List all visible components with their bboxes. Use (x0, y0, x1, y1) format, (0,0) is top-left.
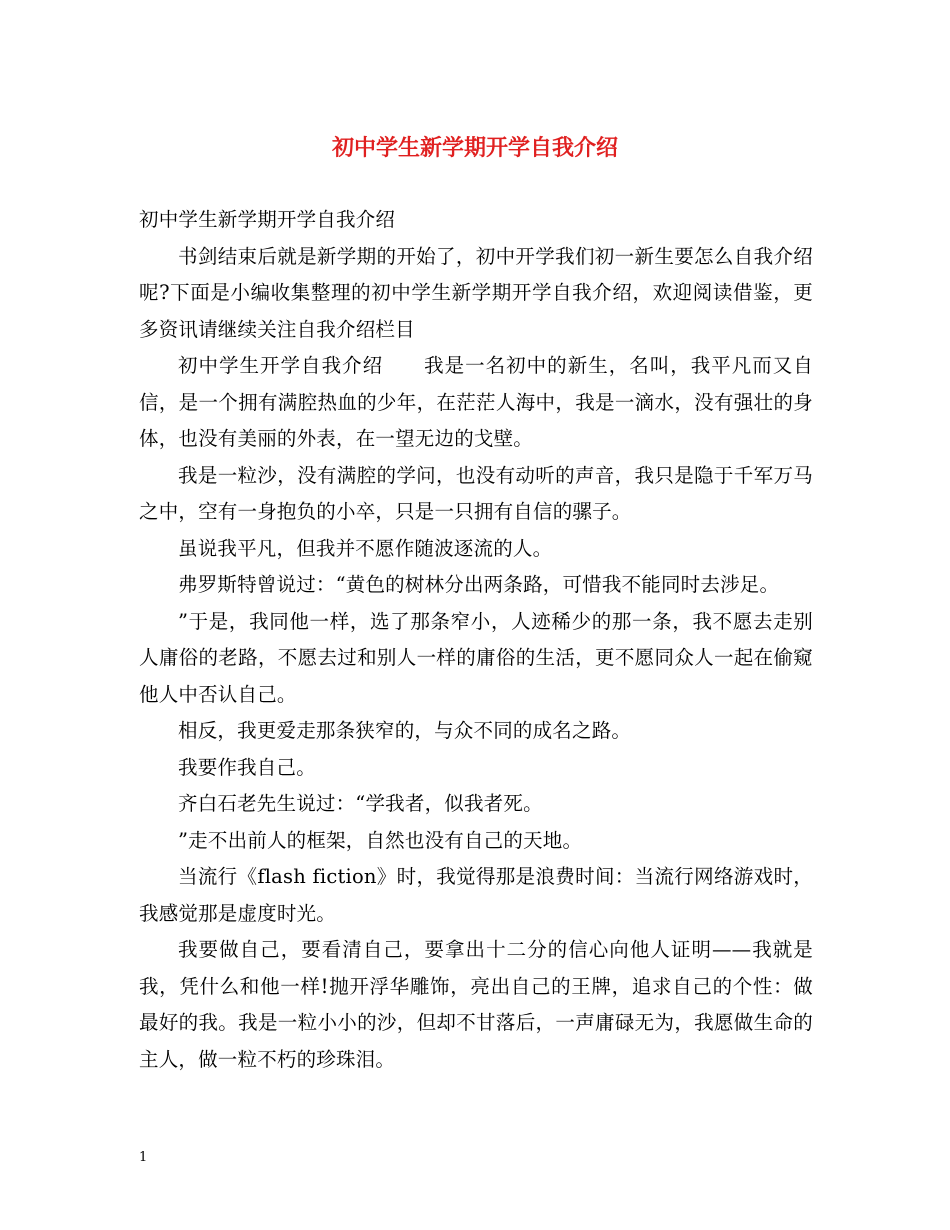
paragraph: 相反，我更爱走那条狭窄的，与众不同的成名之路。 (178, 719, 632, 742)
paragraph: 我是一粒沙，没有满腔的学问，也没有动听的声音，我只是隐于千军万马之中，空有一身抱负的小卒，只是一只拥有自信的骡子。 (139, 463, 813, 523)
document-body (139, 202, 813, 1078)
paragraph-subtitle: 初中学生新学期开学自我介绍 (139, 208, 396, 231)
paragraph: 初中学生开学自我介绍 我是一名初中的新生，名叫，我平凡而又自信，是一个拥有满腔热血的少年，在茫茫人海中，我是一滴水，没有强壮的身体，也没有美丽的外表，在一望无边的戈壁。 (139, 354, 813, 450)
paragraph: ”走不出前人的框架，自然也没有自己的天地。 (178, 828, 583, 852)
paragraph: ”于是，我同他一样，选了那条窄小，人迹稀少的那一条，我不愿去走别人庸俗的老路，不愿去过和别人一样的庸俗的生活，更不愿同众人一起在偷窥他人中否认自己。 (139, 609, 813, 706)
document-title: 初中学生新学期开学自我介绍 (331, 135, 618, 161)
paragraph: 书剑结束后就是新学期的开始了，初中开学我们初一新生要怎么自我介绍呢?下面是小编收集整理的初中学生新学期开学自我介绍，欢迎阅读借鉴，更多资讯请继续关注自我介绍栏目 (139, 244, 813, 341)
paragraph: 虽说我平凡，但我并不愿作随波逐流的人。 (178, 536, 553, 560)
paragraph: 我要作我自己。 (178, 755, 316, 779)
paragraph: 当流行《flash fiction》时，我觉得那是浪费时间：当流行网络游戏时，我感觉那是虚度时光。 (139, 865, 813, 925)
page-number: 1 (139, 1150, 148, 1165)
paragraph: 齐白石老先生说过：“学我者，似我者死。 (178, 792, 543, 815)
paragraph: 弗罗斯特曾说过：“黄色的树林分出两条路，可惜我不能同时去涉足。 (178, 573, 780, 596)
paragraph: 我要做自己，要看清自己，要拿出十二分的信心向他人证明——我就是我，凭什么和他一样!抛开浮华雕饰，亮出自己的王牌，追求自己的个性：做最好的我。我是一粒小小的沙，但却不甘落后，一声庸碌无为，我愿做生命的主人，做一粒不朽的珍珠泪。 (139, 938, 813, 1071)
